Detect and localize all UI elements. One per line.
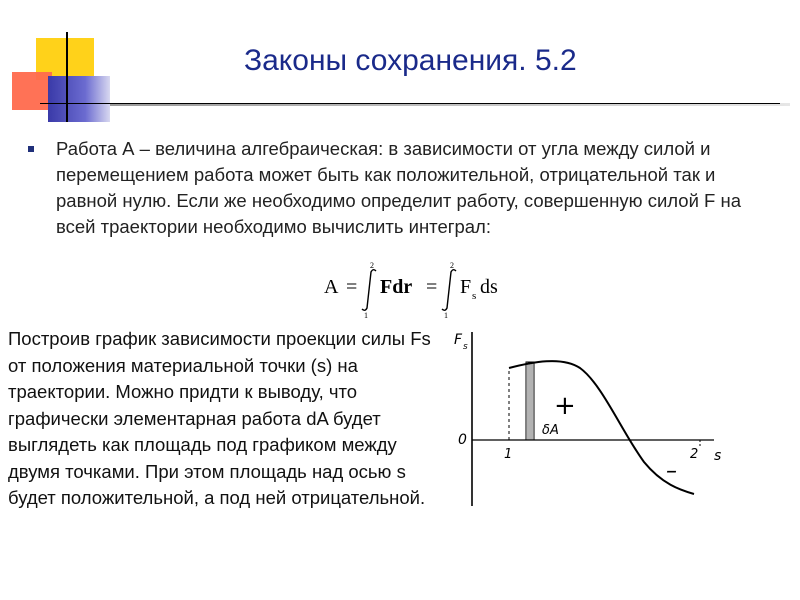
decor-red-square [12,72,52,110]
x-axis-label: s [714,448,722,464]
integral-sign-1 [362,270,376,311]
integral2-lower-limit: 1 [444,311,448,318]
formula-integrand-2-main: F [460,276,472,298]
decor-vertical-line [66,32,68,122]
formula-equals-1: = [346,276,358,298]
integral1-lower-limit: 1 [364,311,368,318]
decor-title-underline [40,103,780,104]
force-projection-graph [452,322,732,512]
delta-a-label: δA [542,423,559,438]
point-2-label: 2 [690,447,699,462]
formula-equals-2: = [426,276,438,298]
positive-area-sign: + [554,391,576,421]
formula-lhs: A [324,276,339,298]
origin-label: 0 [458,432,467,448]
integral-sign-2 [442,270,456,311]
formula-integrand-2-tail: ds [480,276,498,298]
y-axis-label-sub: s [463,342,468,352]
integral1-upper-limit: 2 [370,262,374,270]
y-axis-label: F [454,332,463,348]
slide-title: Законы сохранения. 5.2 [244,44,577,77]
point-1-label: 1 [504,447,513,462]
decor-blue-square [48,76,110,122]
work-integral-formula [320,262,520,318]
bullet-paragraph: Работа А – величина алгебраическая: в зависимости от угла между силой и перемещением работа может быть как положительной, отрицательной так и равной нулю. Если же необходимо определит работу, совершенную силой F на всей траектории необходимо вычислить интеграл: [56,138,741,237]
explanation-paragraph: Построив график зависимости проекции силы Fs от положения материальной точки (s) на траектории. Можно придти к выводу, что графически элементарная работа dA будет выглядеть как площадь под графиком между двумя точками. При этом площадь над осью s будет положительной, а под ней отрицательной. [8,328,431,508]
bullet-marker [28,146,34,152]
negative-area-sign: – [666,459,677,484]
formula-integrand-1: Fdr [380,276,413,298]
formula-integrand-2-sub: s [472,290,477,302]
integral2-upper-limit: 2 [450,262,454,270]
